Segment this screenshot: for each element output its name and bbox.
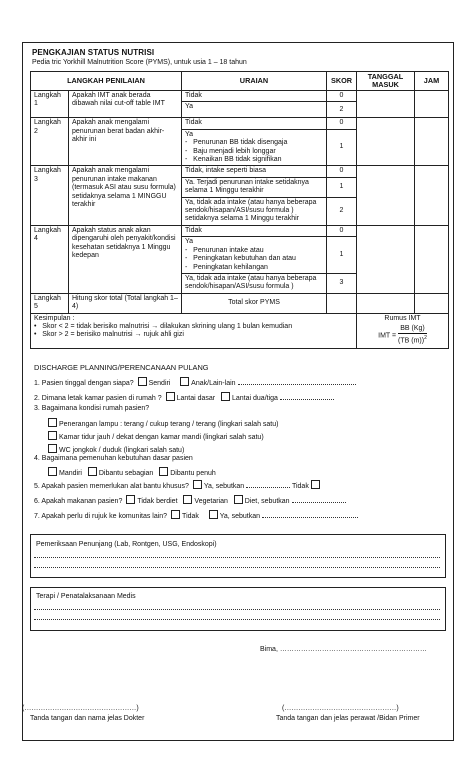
header-time: JAM: [415, 72, 449, 91]
checkbox-sendiri[interactable]: [138, 377, 147, 386]
sig-right-label: Tanda tangan dan jelas perawat /Bidan Primer: [276, 715, 420, 722]
q2-blank[interactable]: [280, 399, 334, 400]
formula-denominator: (TB (m)): [398, 337, 425, 345]
q5-row: 5. Apakah pasien memerlukan alat bantu khusus? Ya, sebutkan Tidak: [34, 480, 434, 492]
step-question: Apakah anak mengalami penurunan berat badan akhir-akhir ini: [69, 118, 182, 166]
q5-blank[interactable]: [246, 487, 290, 488]
imt-fraction: [398, 325, 427, 346]
checkbox-diet[interactable]: [234, 495, 243, 504]
q6-row: 6. Apakah makanan pasien? Tidak berdiet Vegetarian Diet, sebutkan: [34, 495, 434, 507]
formula-title: Rumus IMT: [384, 314, 421, 322]
bullet-item: - Penurunan BB tidak disengaja: [185, 139, 288, 147]
checkbox-ya-alat-bantu[interactable]: [193, 480, 202, 489]
step-question: Apakah status anak akan dipengaruhi oleh penyakit/kondisi kesehatan setidaknya 1 Minggu kedepan: [69, 225, 182, 293]
discharge-title: DISCHARGE PLANNING/PERENCANAAN PULANG: [34, 363, 209, 372]
q7-blank[interactable]: [262, 517, 358, 518]
place-date[interactable]: Bima, ………………………………………………………: [260, 646, 427, 653]
bullet-item: - Peningkatan kehilangan: [185, 263, 268, 271]
option-score: 1: [327, 177, 357, 197]
date-cell[interactable]: [357, 293, 415, 313]
checkbox-penerangan[interactable]: [48, 418, 57, 427]
checkbox-tidak-rujuk[interactable]: [171, 510, 180, 519]
checkbox-vegetarian[interactable]: [183, 495, 192, 504]
option-text: Ya: [185, 130, 194, 138]
option-ya-bullets: [182, 237, 327, 274]
checkbox-kamar-tidur[interactable]: [48, 431, 57, 440]
option-text: Tidak: [182, 225, 327, 236]
header-date: TANGGAL MASUK: [357, 72, 415, 91]
option-score: 1: [327, 129, 357, 166]
step-question: Hitung skor total (Total langkah 1– 4): [69, 293, 182, 313]
option-score: 0: [327, 118, 357, 129]
q2-row: 2. Dimana letak kamar pasien di rumah ? Lantai dasar Lantai dua/tiga: [34, 392, 429, 404]
option-text: Tidak: [182, 118, 327, 129]
step-label: Langkah 1: [31, 91, 69, 118]
bullet-item: - Baju menjadi lebih longgar: [185, 147, 276, 155]
option-text: Tidak, intake seperti biasa: [182, 166, 327, 177]
imt-formula-cell: [357, 313, 449, 348]
checkbox-ya-rujuk[interactable]: [209, 510, 218, 519]
q6-blank[interactable]: [292, 502, 346, 503]
formula-exponent: 2: [424, 335, 427, 342]
formula-numerator: BB (Kg): [398, 325, 427, 334]
time-cell[interactable]: [415, 91, 449, 118]
time-cell[interactable]: [415, 118, 449, 166]
header-desc: URAIAN: [182, 72, 327, 91]
option-score: 2: [327, 197, 357, 225]
form-subtitle: Pedia tric Yorkhill Malnutrition Score (PYMS), untuk usia 1 – 18 tahun: [32, 59, 247, 66]
bullet-item: - Peningkatan kebutuhan dan atau: [185, 255, 296, 263]
option-text: Ya: [185, 238, 194, 246]
sig-right-blank[interactable]: (…………………………………………): [282, 705, 399, 712]
checkbox-anak-lain[interactable]: [180, 377, 189, 386]
step-question: Apakah IMT anak berada dibawah nilai cut-off table IMT: [69, 91, 182, 118]
step-label: Langkah 4: [31, 225, 69, 293]
checkbox-lantai-dasar[interactable]: [166, 392, 175, 401]
option-text: Ya, tidak ada intake (atau hanya beberapa sendok/hisapan/ASI/susu formula ) setidaknya selama 1 Minggu terakhir: [182, 197, 327, 225]
checkbox-tidak-berdiet[interactable]: [126, 495, 135, 504]
penunjang-title: Pemeriksaan Penunjang (Lab, Rontgen, USG, Endoskopi): [36, 541, 217, 548]
step-label: Langkah 2: [31, 118, 69, 166]
option-text: Ya, tidak ada intake (atau hanya beberapa sendok/hisapan/ASI/susu formula ): [182, 273, 327, 293]
penunjang-line[interactable]: [34, 567, 440, 568]
time-cell[interactable]: [415, 225, 449, 293]
q7-row: 7. Apakah perlu di rujuk ke komunitas lain? Tidak Ya, sebutkan: [34, 510, 434, 522]
header-step: LANGKAH PENILAIAN: [31, 72, 182, 91]
date-cell[interactable]: [357, 91, 415, 118]
conclusion-item: • Skor > 2 = berisiko malnutrisi → rujuk ahli gizi: [34, 331, 184, 339]
option-score: 0: [327, 91, 357, 102]
date-cell[interactable]: [357, 166, 415, 225]
checkbox-tidak-alat-bantu[interactable]: [311, 480, 320, 489]
step-label: Langkah 5: [31, 293, 69, 313]
pyms-table: [30, 71, 449, 349]
sig-left-blank[interactable]: (…………………………………………): [22, 705, 139, 712]
conclusion-label: Kesimpulan :: [34, 314, 75, 322]
step-label: Langkah 3: [31, 166, 69, 225]
penunjang-line[interactable]: [34, 557, 440, 558]
checkbox-wc[interactable]: [48, 444, 57, 453]
conclusion-cell: [31, 313, 357, 348]
formula-lhs: IMT =: [378, 332, 397, 340]
conclusion-item: • Skor < 2 = tidak berisiko malnutrisi → dilakukan skrining ulang 1 bulan kemudian: [34, 322, 293, 330]
checkbox-dibantu-sebagian[interactable]: [88, 467, 97, 476]
terapi-line[interactable]: [34, 609, 440, 610]
checkbox-mandiri[interactable]: [48, 467, 57, 476]
q1-blank[interactable]: [238, 384, 356, 385]
option-text: Ya: [182, 102, 327, 118]
sig-left-label: Tanda tangan dan nama jelas Dokter: [30, 715, 145, 722]
option-score: 1: [327, 237, 357, 274]
bullet-item: - Penurunan intake atau: [185, 246, 264, 254]
q3-opt3: WC jongkok / duduk (lingkari salah satu): [46, 444, 184, 456]
q4-title: 4. Bagaimana pemenuhan kebutuhan dasar pasien: [34, 455, 193, 462]
header-score: SKOR: [327, 72, 357, 91]
option-ya-bullets: [182, 129, 327, 166]
terapi-title: Terapi / Penatalaksanaan Medis: [36, 593, 136, 600]
time-cell[interactable]: [415, 293, 449, 313]
option-score: 0: [327, 225, 357, 236]
checkbox-lantai-dua[interactable]: [221, 392, 230, 401]
option-score: 2: [327, 102, 357, 118]
checkbox-dibantu-penuh[interactable]: [159, 467, 168, 476]
q3-opt2: Kamar tidur jauh / dekat dengan kamar mandi (lingkari salah satu): [46, 431, 264, 443]
total-score-cell[interactable]: [327, 293, 357, 313]
q3-title: 3. Bagaimana kondisi rumah pasien?: [34, 405, 150, 412]
date-cell[interactable]: [357, 225, 415, 293]
q1-row: 1. Pasien tinggal dengan siapa? Sendiri Anak/Lain-lain: [34, 377, 429, 389]
bullet-item: - Kenaikan BB tidak signifikan: [185, 156, 282, 164]
option-text: Tidak: [182, 91, 327, 102]
terapi-line[interactable]: [34, 619, 440, 620]
option-score: 3: [327, 273, 357, 293]
time-cell[interactable]: [415, 166, 449, 225]
step-question: Apakah anak mengalami penurunan intake makanan (termasuk ASI atau susu formula) setidaknya selama 1 MINGGU terakhir: [69, 166, 182, 225]
q3-opt1: Penerangan lampu : terang / cukup terang / terang (lingkari salah satu): [46, 418, 278, 430]
form-title: PENGKAJIAN STATUS NUTRISI: [32, 48, 155, 57]
q4-options: Mandiri Dibantu sebagian Dibantu penuh: [46, 467, 216, 479]
option-text: Ya. Terjadi penurunan intake setidaknya selama 1 Minggu terakhir: [182, 177, 327, 197]
total-label: Total skor PYMS: [182, 293, 327, 313]
option-score: 0: [327, 166, 357, 177]
date-cell[interactable]: [357, 118, 415, 166]
